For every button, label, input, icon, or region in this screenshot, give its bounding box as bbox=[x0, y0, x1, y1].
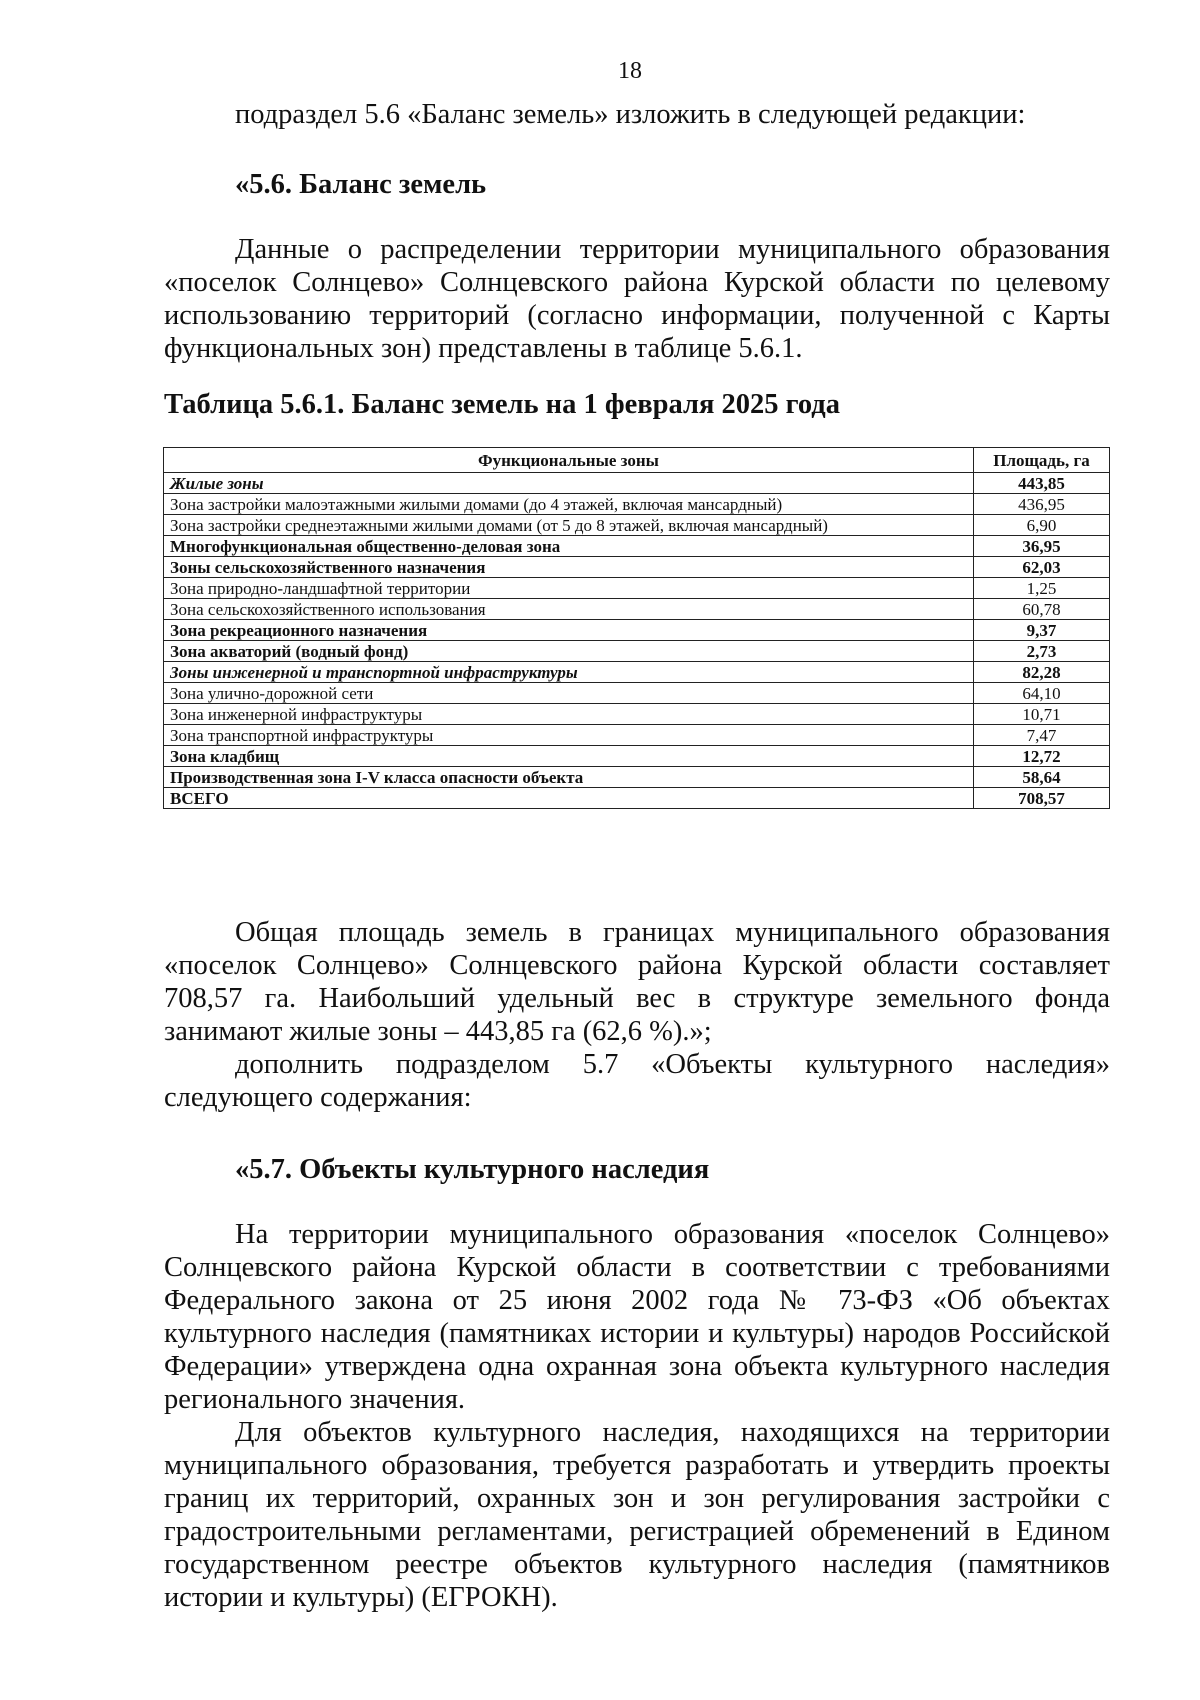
table-row bbox=[164, 515, 1110, 536]
table-row bbox=[164, 473, 1110, 494]
area-cell: 443,85 bbox=[974, 473, 1110, 494]
zone-cell: Зона рекреационного назначения bbox=[164, 620, 974, 641]
zone-cell: Зона застройки малоэтажными жилыми домами (до 4 этажей, включая мансардный) bbox=[164, 494, 974, 515]
section-56-heading: «5.6. Баланс земель bbox=[235, 169, 487, 200]
zone-cell: Зона акваторий (водный фонд) bbox=[164, 641, 974, 662]
area-cell: 64,10 bbox=[974, 683, 1110, 704]
section-57-paragraph-2: Для объектов культурного наследия, находящихся на территории муниципального образования, требуется разработать и утвердить проекты границ их территорий, охранных зон и зон регулирования застройки с градостроительными регламентами, регистрацией обременений в Едином государственном реестре объектов культурного наследия (памятников истории и культуры) (ЕГРОКН). bbox=[164, 1417, 1110, 1613]
section-57-heading: «5.7. Объекты культурного наследия bbox=[235, 1154, 710, 1185]
section-56-paragraph-block bbox=[164, 233, 1110, 365]
area-cell: 10,71 bbox=[974, 704, 1110, 725]
section-57-heading-block bbox=[164, 1153, 1110, 1186]
table-row bbox=[164, 494, 1110, 515]
zone-cell: Жилые зоны bbox=[164, 473, 974, 494]
area-cell: 58,64 bbox=[974, 767, 1110, 788]
section-56-paragraph: Данные о распределении территории муниципального образования «поселок Солнцево» Солнцевского района Курской области по целевому использованию территорий (согласно информации, полученной с Карты функциональных зон) представлены в таблице 5.6.1. bbox=[164, 234, 1110, 364]
area-cell: 60,78 bbox=[974, 599, 1110, 620]
page-number: 18 bbox=[618, 58, 642, 84]
table-caption: Таблица 5.6.1. Баланс земель на 1 февраля 2025 года bbox=[164, 389, 840, 420]
supplement-paragraph: дополнить подразделом 5.7 «Объекты культурного наследия» следующего содержания: bbox=[164, 1049, 1110, 1113]
header-area: Площадь, га bbox=[974, 448, 1110, 473]
area-cell: 12,72 bbox=[974, 746, 1110, 767]
header-zones: Функциональные зоны bbox=[164, 448, 974, 473]
total-label-cell: ВСЕГО bbox=[164, 788, 974, 809]
zone-cell: Многофункциональная общественно-деловая зона bbox=[164, 536, 974, 557]
summary-paragraph: Общая площадь земель в границах муниципального образования «поселок Солнцево» Солнцевского района Курской области составляет 708,57 га. Наибольший удельный вес в структуре земельного фонда занимают жилые зоны – 443,85 га (62,6 %).»; bbox=[164, 917, 1110, 1047]
table-header-row bbox=[164, 448, 1110, 473]
total-area-cell: 708,57 bbox=[974, 788, 1110, 809]
area-cell: 9,37 bbox=[974, 620, 1110, 641]
area-cell: 82,28 bbox=[974, 662, 1110, 683]
area-cell: 6,90 bbox=[974, 515, 1110, 536]
table-row bbox=[164, 725, 1110, 746]
section-57-paragraph-1: На территории муниципального образования «поселок Солнцево» Солнцевского района Курской области в соответствии с требованиями Федерального закона от 25 июня 2002 года № 73-ФЗ «Об объектах культурного наследия (памятниках истории и культуры) народов Российской Федерации» утверждена одна охранная зона объекта культурного наследия регионального значения. bbox=[164, 1219, 1110, 1415]
summary-block bbox=[164, 916, 1110, 1114]
table-row bbox=[164, 683, 1110, 704]
intro-line: подраздел 5.6 «Баланс земель» изложить в следующей редакции: bbox=[235, 99, 1026, 130]
zone-cell: Зона транспортной инфраструктуры bbox=[164, 725, 974, 746]
area-cell: 7,47 bbox=[974, 725, 1110, 746]
zone-cell: Зона застройки среднеэтажными жилыми домами (от 5 до 8 этажей, включая мансардный) bbox=[164, 515, 974, 536]
area-cell: 436,95 bbox=[974, 494, 1110, 515]
area-cell: 2,73 bbox=[974, 641, 1110, 662]
section-57-body-block bbox=[164, 1218, 1110, 1614]
zone-cell: Зона природно-ландшафтной территории bbox=[164, 578, 974, 599]
zone-cell: Зона сельскохозяйственного использования bbox=[164, 599, 974, 620]
table-row bbox=[164, 557, 1110, 578]
area-cell: 36,95 bbox=[974, 536, 1110, 557]
table-row bbox=[164, 767, 1110, 788]
intro-line-block bbox=[164, 98, 1110, 131]
table-row bbox=[164, 746, 1110, 767]
zone-cell: Производственная зона I-V класса опасности объекта bbox=[164, 767, 974, 788]
zone-cell: Зоны инженерной и транспортной инфраструктуры bbox=[164, 662, 974, 683]
area-cell: 1,25 bbox=[974, 578, 1110, 599]
table-row bbox=[164, 536, 1110, 557]
area-cell: 62,03 bbox=[974, 557, 1110, 578]
zone-cell: Зона кладбищ bbox=[164, 746, 974, 767]
section-56-heading-block bbox=[164, 168, 1110, 201]
table-row bbox=[164, 641, 1110, 662]
table-caption-block bbox=[164, 388, 1110, 421]
table-row bbox=[164, 662, 1110, 683]
land-balance-table bbox=[163, 447, 1110, 809]
table-row bbox=[164, 599, 1110, 620]
table-row bbox=[164, 620, 1110, 641]
zone-cell: Зоны сельскохозяйственного назначения bbox=[164, 557, 974, 578]
zone-cell: Зона инженерной инфраструктуры bbox=[164, 704, 974, 725]
table-row bbox=[164, 578, 1110, 599]
table-total-row bbox=[164, 788, 1110, 809]
zone-cell: Зона улично-дорожной сети bbox=[164, 683, 974, 704]
table-row bbox=[164, 704, 1110, 725]
